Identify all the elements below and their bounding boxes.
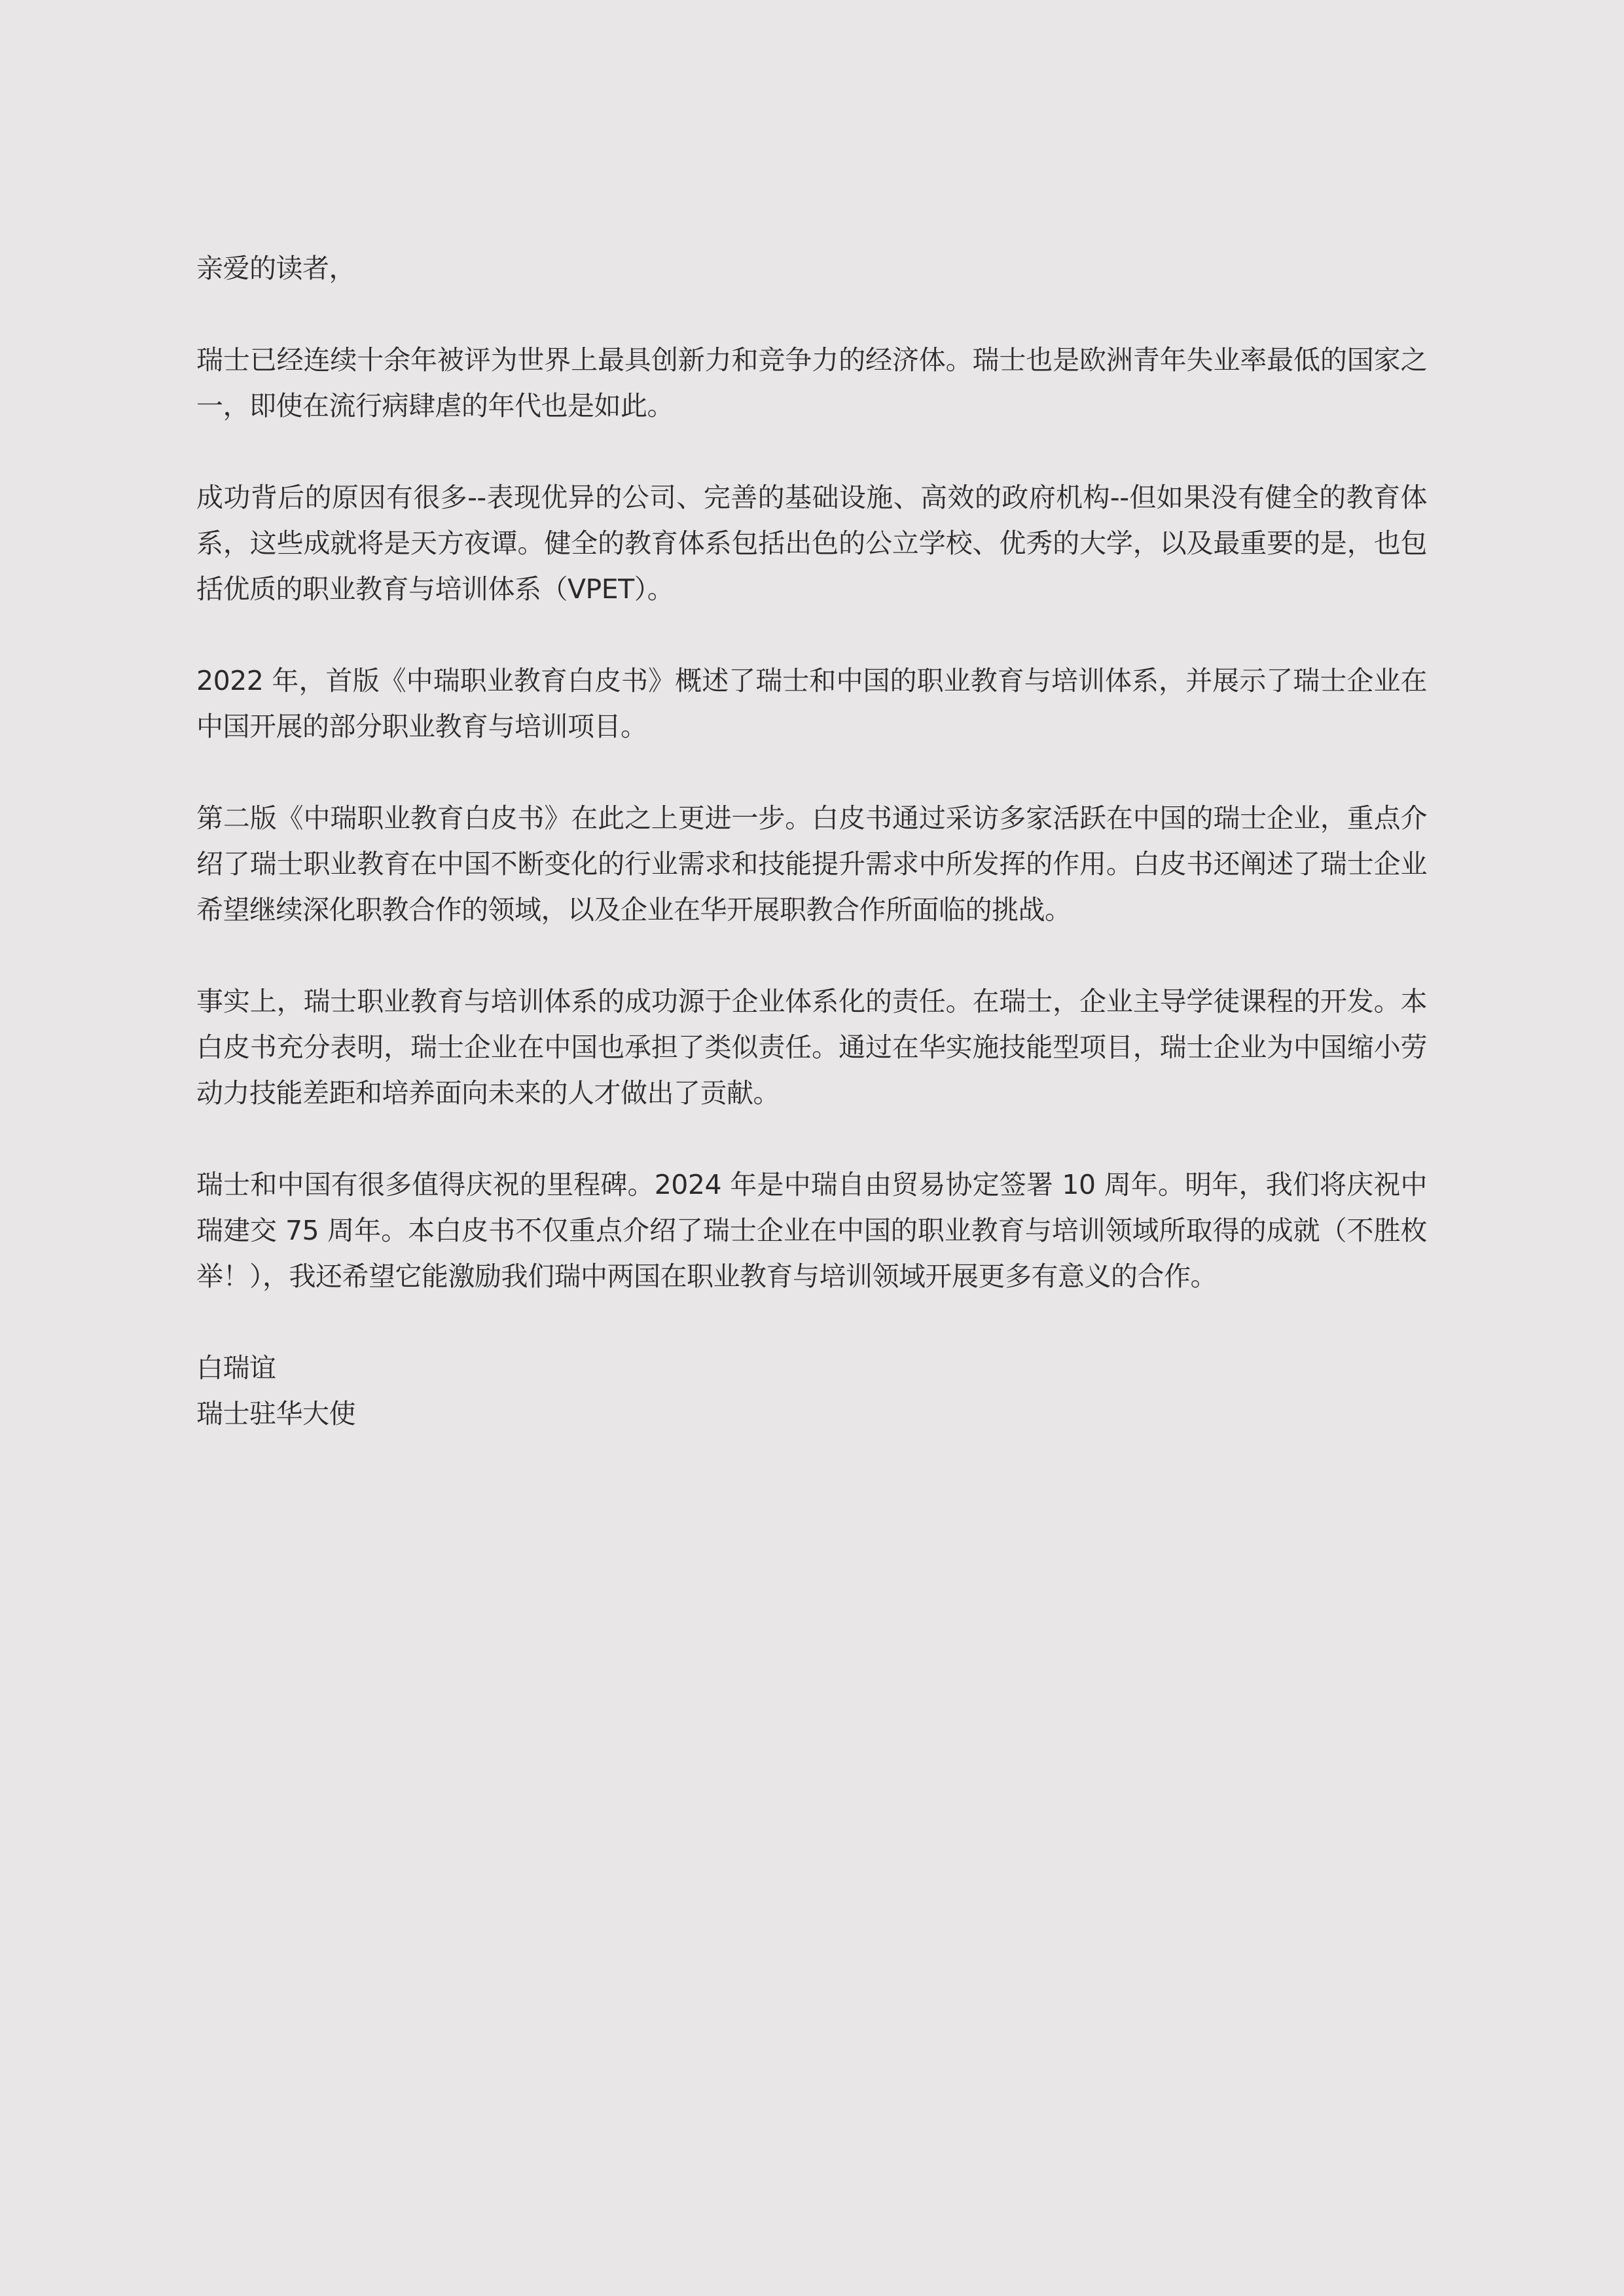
paragraph-4: 第二版《中瑞职业教育白皮书》在此之上更进一步。白皮书通过采访多家活跃在中国的瑞士企业，重点介绍了瑞士职业教育在中国不断变化的行业需求和技能提升需求中所发挥的作用。白皮书还阐述了瑞士企业希望继续深化职教合作的领域，以及企业在华开展职教合作所面临的挑战。 [196,802,1427,925]
signatory-name: 白瑞谊 [196,1352,276,1384]
signatory-title: 瑞士驻华大使 [196,1398,355,1429]
paragraph-3: 2022 年，首版《中瑞职业教育白皮书》概述了瑞士和中国的职业教育与培训体系，并展示了瑞士企业在中国开展的部分职业教育与培训项目。 [196,665,1427,742]
signature-block [196,1345,1427,1437]
paragraph-6: 瑞士和中国有很多值得庆祝的里程碑。2024 年是中瑞自由贸易协定签署 10 周年。明年，我们将庆祝中瑞建交 75 周年。本白皮书不仅重点介绍了瑞士企业在中国的职业教育与培训领域所取得的成就（不胜枚举！），我还希望它能激励我们瑞中两国在职业教育与培训领域开展更多有意义的合作。 [196,1169,1427,1292]
paragraph-2: 成功背后的原因有很多--表现优异的公司、完善的基础设施、高效的政府机构--但如果没有健全的教育体系，这些成就将是天方夜谭。健全的教育体系包括出色的公立学校、优秀的大学，以及最重要的是，也包括优质的职业教育与培训体系（VPET）。 [196,482,1427,605]
letter-greeting: 亲爱的读者， [196,253,355,284]
paragraph-5: 事实上，瑞士职业教育与培训体系的成功源于企业体系化的责任。在瑞士，企业主导学徒课程的开发。本白皮书充分表明，瑞士企业在中国也承担了类似责任。通过在华实施技能型项目，瑞士企业为中国缩小劳动力技能差距和培养面向未来的人才做出了贡献。 [196,986,1427,1109]
paragraph-1: 瑞士已经连续十余年被评为世界上最具创新力和竞争力的经济体。瑞士也是欧洲青年失业率最低的国家之一，即使在流行病肆虐的年代也是如此。 [196,344,1427,422]
letter-body [196,245,1427,1437]
